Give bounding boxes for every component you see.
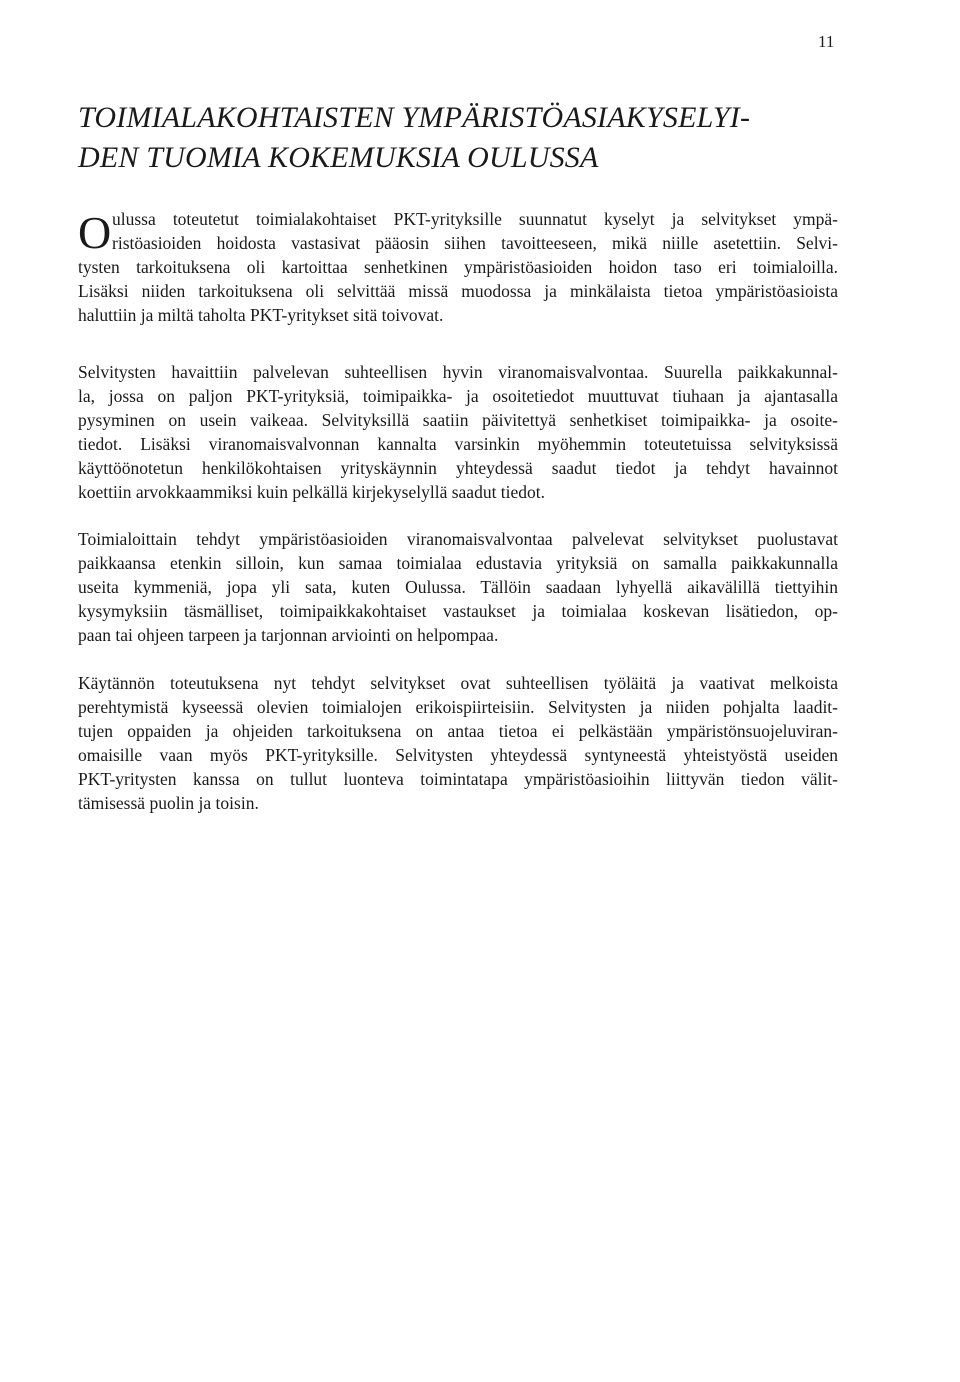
paragraph-line: tiedot. Lisäksi viranomaisvalvonnan kannalta varsinkin myöhemmin toteutetuissa selvityksissä [78, 434, 838, 454]
paragraph-line: useita kymmeniä, jopa yli sata, kuten Oulussa. Tällöin saadaan lyhyellä aikavälillä tiettyihin [78, 577, 838, 597]
drop-cap: O [78, 207, 112, 258]
paragraph-line: kysymyksiin täsmälliset, toimipaikkakohtaiset vastaukset ja toimialaa koskevan lisätiedon, op- [78, 601, 838, 621]
paragraph-line: paikkaansa etenkin silloin, kun samaa toimialaa edustavia yrityksiä on samalla paikkakunnalla [78, 553, 838, 573]
paragraph-line: Lisäksi niiden tarkoituksena oli selvittää missä muodossa ja minkälaista tietoa ympäristöasioista [78, 281, 838, 301]
dropcap-block [78, 207, 838, 258]
paragraph-line: haluttiin ja miltä taholta PKT-yritykset sitä toivovat. [78, 305, 444, 325]
paragraph-line: tysten tarkoituksena oli kartoittaa senhetkinen ympäristöasioiden hoidon taso eri toimialoilla. [78, 257, 838, 277]
paragraph-line: ulussa toteutetut toimialakohtaiset PKT-yrityksille suunnatut kyselyt ja selvitykset ympä- [112, 209, 838, 229]
paragraph-4 [78, 671, 838, 815]
paragraph-3 [78, 527, 838, 647]
paragraph-line: ristöasioiden hoidosta vastasivat pääosin siihen tavoitteeseen, mikä niille asetettiin. Selvi- [112, 233, 838, 253]
page-title [78, 98, 858, 178]
paragraph-line: tämisessä puolin ja toisin. [78, 793, 259, 813]
paragraph-line: la, jossa on paljon PKT-yrityksiä, toimipaikka- ja osoitetiedot muuttuvat tiuhaan ja ajantasalla [78, 386, 838, 406]
paragraph-line: PKT-yritysten kanssa on tullut luonteva toimintatapa ympäristöasioihin liittyvän tiedon välit- [78, 769, 838, 789]
title-line-1: TOIMIALAKOHTAISTEN YMPÄRISTÖASIAKYSELYI- [78, 101, 751, 134]
paragraph-line: paan tai ohjeen tarpeen ja tarjonnan arviointi on helpompaa. [78, 625, 499, 645]
paragraph-line: pysyminen on usein vaikeaa. Selvityksillä saatiin päivitettyä senhetkiset toimipaikka- ja osoite- [78, 410, 838, 430]
paragraph-line: Selvitysten havaittiin palvelevan suhteellisen hyvin viranomaisvalvontaa. Suurella paikkakunnal- [78, 362, 838, 382]
paragraph-line: käyttöönotetun henkilökohtaisen yrityskäynnin yhteydessä saadut tiedot ja tehdyt havainnot [78, 458, 838, 478]
paragraph-line: Käytännön toteutuksena nyt tehdyt selvitykset ovat suhteellisen työläitä ja vaativat melkoista [78, 673, 838, 693]
paragraph-line: omaisille vaan myös PKT-yrityksille. Selvitysten yhteydessä syntyneestä yhteistyöstä useiden [78, 745, 838, 765]
paragraph-2 [78, 360, 838, 504]
page-number: 11 [818, 32, 835, 51]
paragraph-line: perehtymistä kyseessä olevien toimialojen erikoispiirteisiin. Selvitysten ja niiden pohjalta laadit- [78, 697, 838, 717]
paragraph-line: tujen oppaiden ja ohjeiden tarkoituksena on antaa tietoa ei pelkästään ympäristönsuojeluviran- [78, 721, 838, 741]
paragraph-1 [78, 207, 838, 327]
paragraph-line: koettiin arvokkaammiksi kuin pelkällä kirjekyselyllä saadut tiedot. [78, 482, 546, 502]
title-line-2: DEN TUOMIA KOKEMUKSIA OULUSSA [78, 141, 599, 174]
paragraph-line: Toimialoittain tehdyt ympäristöasioiden viranomaisvalvontaa palvelevat selvitykset puolustavat [78, 529, 838, 549]
